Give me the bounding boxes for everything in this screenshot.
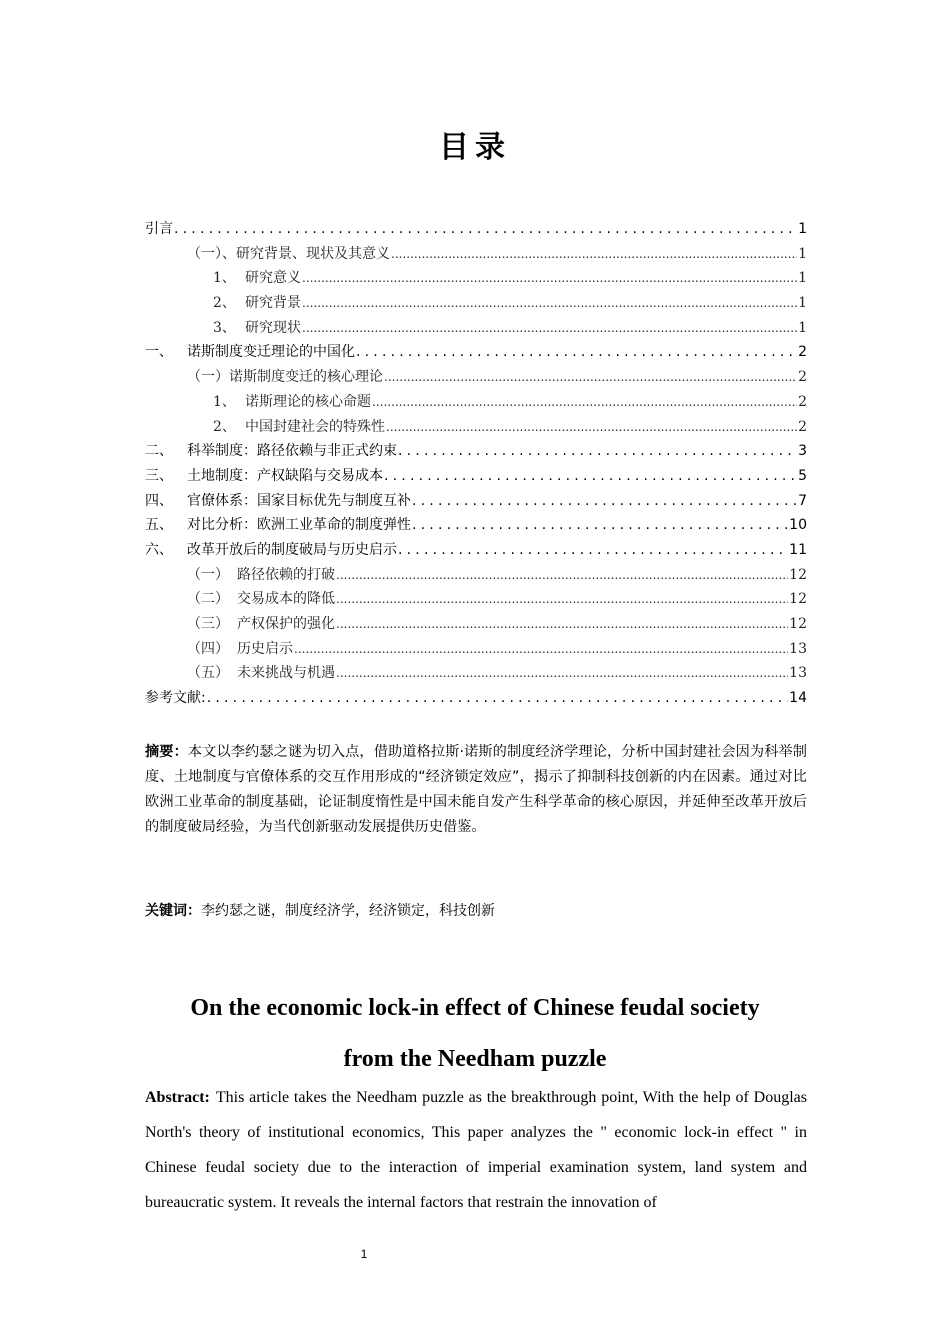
toc-entry-number: （三） [187, 616, 229, 632]
toc-entry-page: 11 [789, 541, 807, 558]
page-number: 1 [360, 1247, 368, 1261]
toc-entry-page: 1 [798, 270, 807, 287]
english-title-line-1: On the economic lock-in effect of Chinese feudal society [190, 995, 760, 1021]
toc-entry-number: 三、 [145, 467, 173, 484]
english-abstract-text: This article takes the Needham puzzle as the breakthrough point, With the help of Douglas North's theory of institutional economics, This paper analyzes the " economic lock-in effect " in Chinese feudal society due to the interaction of imperial examination system, land system and bureaucratic system. It reveals the internal factors that restrain the innovation of [145, 1089, 807, 1211]
chinese-keywords-text: 李约瑟之谜，制度经济学，经济锁定，科技创新 [201, 903, 495, 919]
toc-dot-leader [391, 247, 797, 261]
toc-entry[interactable] [145, 662, 807, 687]
toc-entry[interactable] [145, 440, 807, 465]
toc-entry-page: 2 [798, 369, 807, 386]
toc-entry-number: 二、 [145, 443, 173, 460]
toc-entry-number: 1、 [213, 270, 236, 287]
toc-entry-label: 土地制度：产权缺陷与交易成本 [187, 467, 383, 484]
toc-entry-page: 14 [789, 690, 807, 707]
toc-entry-number: （二） [187, 591, 229, 608]
toc-dot-leader [294, 642, 788, 656]
toc-entry-page: 1 [798, 221, 807, 237]
toc-entry-label: 研究意义 [245, 270, 301, 287]
toc-entry-number: （五） [187, 665, 229, 682]
toc-dot-leader [336, 592, 788, 606]
toc-entry[interactable] [145, 539, 807, 564]
toc-entry[interactable] [145, 687, 807, 712]
toc-entry-page: 3 [798, 443, 807, 460]
toc-entry-page: 2 [798, 418, 807, 435]
toc-entry-number: （四） [187, 640, 229, 657]
toc-entry-number: 2、 [213, 418, 236, 435]
toc-entry[interactable] [145, 317, 807, 342]
toc-entry-page: 10 [789, 517, 807, 534]
toc-entry-label: 诺斯理论的核心命题 [245, 393, 371, 410]
toc-entry-label: 交易成本的降低 [237, 591, 335, 608]
table-of-contents [145, 218, 807, 712]
toc-dot-leader [412, 493, 797, 509]
toc-entry[interactable] [145, 588, 807, 613]
toc-dot-leader [207, 690, 788, 706]
toc-entry[interactable] [145, 490, 807, 515]
toc-entry-label: 研究背景 [245, 295, 301, 312]
toc-entry-page: 12 [789, 591, 807, 608]
toc-title: 目录 [439, 130, 511, 165]
english-title [0, 983, 950, 1085]
english-title-line-2: from the Needham puzzle [343, 1046, 607, 1072]
toc-dot-leader [386, 420, 797, 434]
toc-entry[interactable] [145, 292, 807, 317]
toc-entry-page: 5 [798, 467, 807, 484]
toc-entry-label: 诺斯制度变迁理论的中国化 [187, 344, 355, 361]
toc-entry-number: 2、 [213, 295, 236, 312]
toc-entry-page: 13 [789, 640, 807, 657]
toc-dot-leader [398, 542, 788, 558]
toc-entry-label: 研究现状 [245, 319, 301, 336]
toc-entry[interactable] [145, 218, 807, 243]
english-abstract [145, 1080, 807, 1220]
toc-entry[interactable] [145, 416, 807, 441]
toc-entry[interactable] [145, 267, 807, 292]
toc-entry-number: 1、 [213, 393, 236, 410]
toc-dot-leader [356, 344, 797, 360]
toc-dot-leader [398, 443, 797, 459]
chinese-abstract-label: 摘要： [145, 744, 188, 760]
toc-dot-leader [412, 517, 788, 533]
toc-entry-label: 参考文献: [145, 690, 206, 707]
toc-dot-leader [384, 370, 797, 384]
toc-dot-leader [336, 568, 788, 582]
toc-entry-number: 一、 [145, 344, 173, 361]
toc-dot-leader [372, 395, 797, 409]
toc-entry[interactable] [145, 465, 807, 490]
toc-dot-leader [174, 221, 797, 237]
toc-entry[interactable] [145, 243, 807, 268]
toc-entry-label: 官僚体系：国家目标优先与制度互补 [187, 492, 411, 509]
toc-entry-number: 六、 [145, 541, 173, 558]
toc-dot-leader [336, 617, 788, 631]
toc-entry-label: （一）诺斯制度变迁的核心理论 [187, 369, 383, 386]
toc-entry[interactable] [145, 366, 807, 391]
toc-entry-label: 改革开放后的制度破局与历史启示 [187, 541, 397, 558]
toc-entry-page: 12 [789, 616, 807, 632]
toc-dot-leader [336, 666, 788, 680]
toc-entry[interactable] [145, 341, 807, 366]
toc-entry-label: 未来挑战与机遇 [237, 665, 335, 682]
toc-entry-label: 历史启示 [237, 640, 293, 657]
toc-entry-label: 路径依赖的打破 [237, 566, 335, 583]
toc-entry[interactable] [145, 613, 807, 638]
toc-entry-label: 科举制度：路径依赖与非正式约束 [187, 443, 397, 460]
toc-dot-leader [384, 468, 797, 484]
toc-entry-page: 2 [798, 344, 807, 361]
toc-entry-page: 1 [798, 245, 807, 262]
toc-dot-leader [302, 271, 797, 285]
toc-dot-leader [302, 321, 797, 335]
toc-entry-label: 引言 [145, 221, 173, 237]
toc-entry-number: （一） [187, 566, 229, 583]
toc-entry-label: 中国封建社会的特殊性 [245, 418, 385, 435]
chinese-keywords [145, 899, 807, 923]
toc-entry-page: 1 [798, 319, 807, 336]
chinese-keywords-label: 关键词： [145, 903, 201, 919]
toc-entry-number: 四、 [145, 492, 173, 509]
toc-entry[interactable] [145, 638, 807, 663]
toc-entry-label: 产权保护的强化 [237, 616, 335, 632]
toc-entry[interactable] [145, 391, 807, 416]
chinese-abstract [145, 740, 807, 840]
toc-entry[interactable] [145, 564, 807, 589]
toc-entry-number: 3、 [213, 319, 236, 336]
toc-entry-label: 对比分析：欧洲工业革命的制度弹性 [187, 517, 411, 534]
toc-entry-page: 7 [798, 492, 807, 509]
toc-entry-page: 13 [789, 665, 807, 682]
toc-entry-page: 2 [798, 393, 807, 410]
toc-entry-label: （一）、研究背景、现状及其意义 [187, 245, 390, 262]
english-abstract-label: Abstract: [145, 1089, 210, 1106]
toc-dot-leader [302, 296, 797, 310]
toc-entry[interactable] [145, 514, 807, 539]
toc-entry-number: 五、 [145, 517, 173, 534]
toc-entry-page: 12 [789, 566, 807, 583]
chinese-abstract-text: 本文以李约瑟之谜为切入点，借助道格拉斯·诺斯的制度经济学理论，分析中国封建社会因为科举制度、土地制度与官僚体系的交互作用形成的“经济锁定效应”，揭示了抑制科技创新的内在因素。通过对比欧洲工业革命的制度基础，论证制度惰性是中国未能自发产生科学革命的核心原因，并延伸至改革开放后的制度破局经验，为当代创新驱动发展提供历史借鉴。 [145, 744, 807, 835]
toc-entry-page: 1 [798, 295, 807, 312]
